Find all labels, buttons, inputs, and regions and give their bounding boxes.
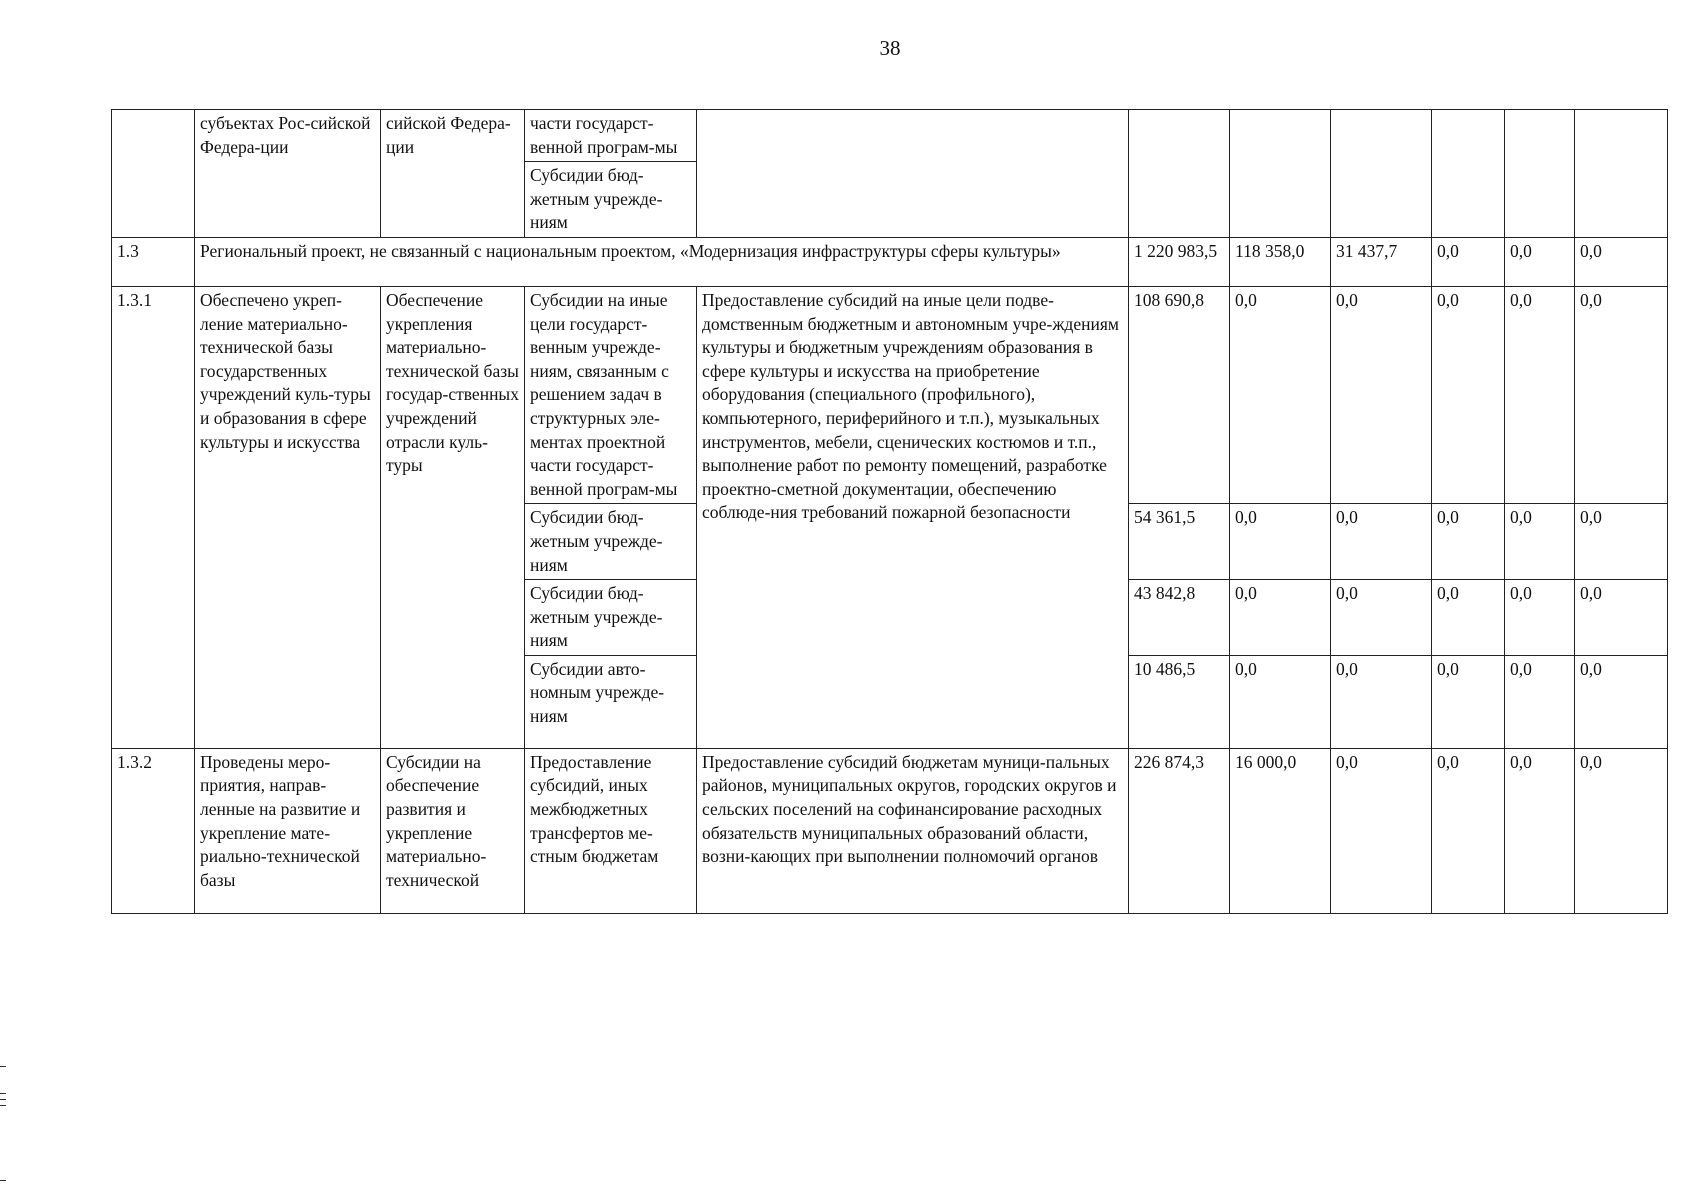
cell-value: 0,0	[1230, 286, 1331, 503]
cell-value: 16 000,0	[1230, 748, 1331, 913]
cell-value	[1432, 110, 1505, 238]
cell-value: 0,0	[1230, 580, 1331, 656]
cell-measure: Субсидии на обеспечение развития и укрепление материально-технической	[381, 748, 525, 913]
cell-value: 0,0	[1505, 504, 1575, 580]
cell-value: 10 486,5	[1129, 655, 1230, 748]
cell-value: 0,0	[1505, 237, 1575, 286]
cell-type: Субсидии на иные цели государст-венным учрежде-ниям, связанным с решением задач в структурных эле-ментах проектной части государст-венной програм-мы	[525, 286, 697, 503]
cell-value: 0,0	[1432, 237, 1505, 286]
cell-description: Предоставление субсидий на иные цели подве-домственным бюджетным и автономным учре-ждениям культуры и бюджетным учреждениям образования в сфере культуры и искусства на приобретение оборудования (специального (профильного), компьютерного, периферийного и т.п.), музыкальных инструментов, мебели, сценических костюмов и т.п., выполнение работ по ремонту помещений, разработке проектно-сметной документации, обеспечению соблюде-ния требований пожарной безопасности	[697, 286, 1129, 748]
cell-result: Проведены меро-приятия, направ-ленные на развитие и укрепление мате-риально-технической базы	[195, 748, 381, 913]
cell-num: 1.3.1	[112, 286, 195, 748]
cell-result: субъектах Рос-сийской Федера-ции	[195, 110, 381, 238]
budget-table	[111, 109, 1668, 914]
margin-tick	[0, 1066, 6, 1067]
cell-type: Субсидии бюд-жетным учрежде-ниям	[525, 580, 697, 656]
cell-value	[1230, 110, 1331, 238]
cell-num: 1.3.2	[112, 748, 195, 913]
cell-value: 0,0	[1230, 655, 1331, 748]
cell-value: 0,0	[1331, 655, 1432, 748]
table-row	[112, 237, 1668, 286]
cell-value: 0,0	[1331, 504, 1432, 580]
cell-value: 0,0	[1331, 580, 1432, 656]
cell-value: 43 842,8	[1129, 580, 1230, 656]
cell-value: 0,0	[1575, 237, 1668, 286]
cell-value: 0,0	[1432, 748, 1505, 913]
cell-description	[697, 110, 1129, 238]
cell-value: 0,0	[1331, 748, 1432, 913]
cell-value: 0,0	[1432, 504, 1505, 580]
page-number: 38	[879, 36, 901, 60]
cell-value	[1575, 110, 1668, 238]
table-row	[112, 286, 1668, 503]
cell-value	[1505, 110, 1575, 238]
margin-tick	[0, 1180, 6, 1181]
cell-value: 0,0	[1505, 286, 1575, 503]
section-title: Региональный проект, не связанный с национальным проектом, «Модернизация инфраструктуры сферы культуры»	[195, 237, 1129, 286]
cell-value: 0,0	[1575, 504, 1668, 580]
cell-value: 0,0	[1575, 286, 1668, 503]
cell-value	[1129, 110, 1230, 238]
cell-measure: Обеспечение укрепления материально-технической базы государ-ственных учреждений отрасли куль-туры	[381, 286, 525, 748]
cell-value: 118 358,0	[1230, 237, 1331, 286]
cell-type: Субсидии бюд-жетным учрежде-ниям	[525, 162, 697, 238]
cell-value: 226 874,3	[1129, 748, 1230, 913]
margin-tick	[0, 1093, 6, 1094]
cell-type: Субсидии бюд-жетным учрежде-ниям	[525, 504, 697, 580]
cell-value: 0,0	[1505, 748, 1575, 913]
cell-result: Обеспечено укреп-ление материально-технической базы государственных учреждений куль-туры и образования в сфере культуры и искусства	[195, 286, 381, 748]
cell-value: 54 361,5	[1129, 504, 1230, 580]
cell-value: 0,0	[1575, 580, 1668, 656]
cell-value: 0,0	[1575, 655, 1668, 748]
cell-value: 0,0	[1575, 748, 1668, 913]
cell-value: 1 220 983,5	[1129, 237, 1230, 286]
cell-type: Субсидии авто-номным учрежде-ниям	[525, 655, 697, 748]
table-row	[112, 110, 1668, 162]
cell-value: 0,0	[1505, 655, 1575, 748]
cell-value: 0,0	[1505, 580, 1575, 656]
cell-value: 0,0	[1432, 655, 1505, 748]
cell-num: 1.3	[112, 237, 195, 286]
cell-value: 0,0	[1432, 286, 1505, 503]
cell-measure: сийской Федера-ции	[381, 110, 525, 238]
cell-num	[112, 110, 195, 238]
cell-value: 0,0	[1331, 286, 1432, 503]
cell-value: 0,0	[1432, 580, 1505, 656]
cell-value: 0,0	[1230, 504, 1331, 580]
margin-tick	[0, 1099, 6, 1100]
cell-value: 31 437,7	[1331, 237, 1432, 286]
table-row	[112, 748, 1668, 913]
margin-tick	[0, 1105, 6, 1106]
cell-value: 108 690,8	[1129, 286, 1230, 503]
cell-type: части государст-венной програм-мы	[525, 110, 697, 162]
cell-value	[1331, 110, 1432, 238]
cell-description: Предоставление субсидий бюджетам муници-пальных районов, муниципальных округов, городских округов и сельских поселений на софинансирование расходных обязательств муниципальных образований области, возни-кающих при выполнении полномочий органов	[697, 748, 1129, 913]
cell-type: Предоставление субсидий, иных межбюджетных трансфертов ме-стным бюджетам	[525, 748, 697, 913]
